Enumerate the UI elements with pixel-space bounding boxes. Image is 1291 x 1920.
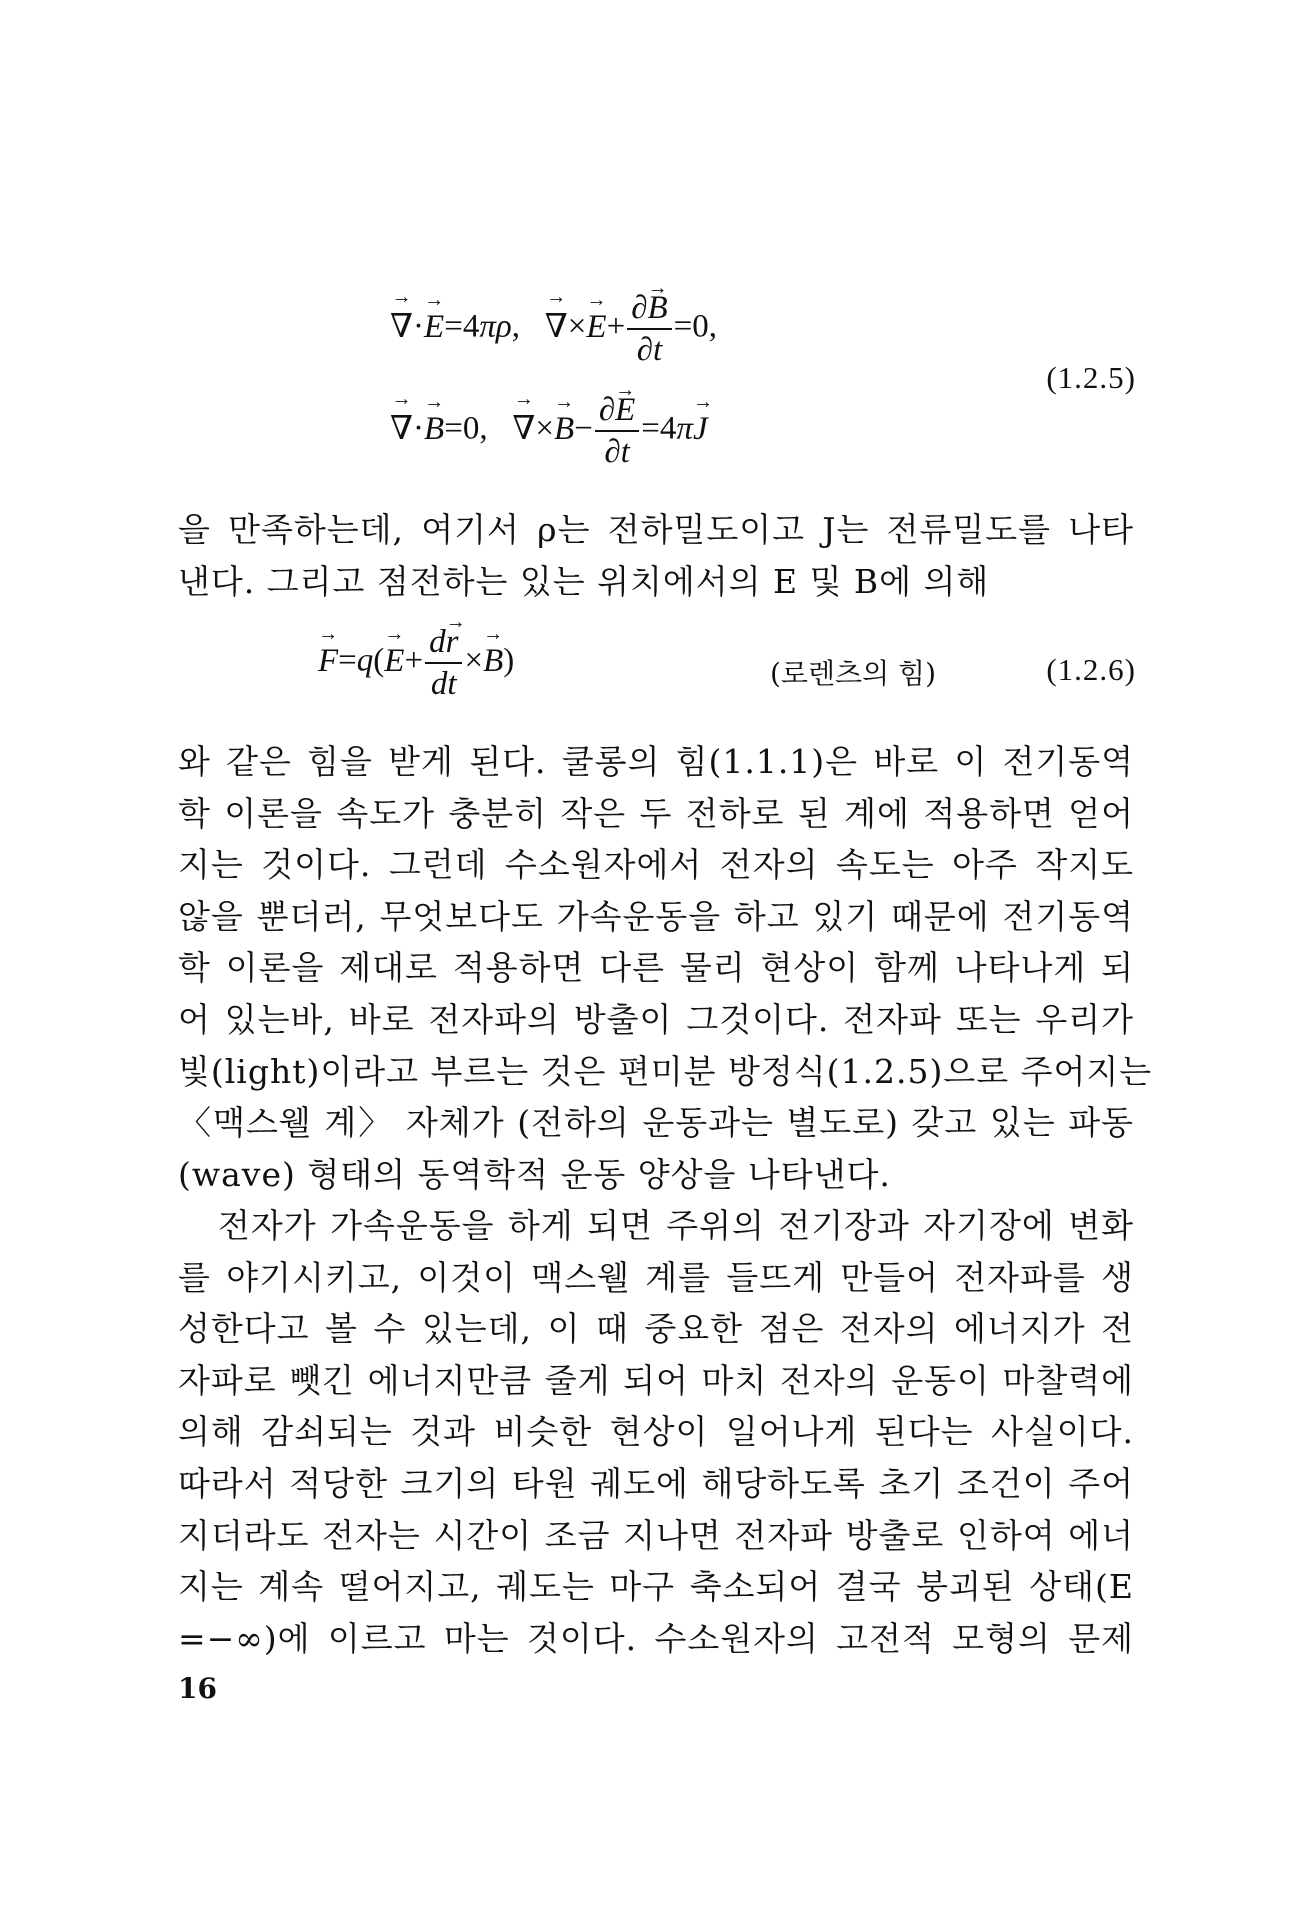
page-number: 16 (178, 1672, 217, 1705)
paragraph-2 (178, 736, 1153, 1200)
text-line: (wave) 형태의 동역학적 운동 양상을 나타낸다. (178, 1154, 891, 1194)
text-line: 따라서 적당한 크기의 타원 궤도에 해당하도록 초기 조건이 주어 (178, 1463, 1134, 1503)
equation-1-2-5-row2: → ∇·→ B=0, → ∇×→ B− $\frac{\partial\to E}{\partial t}$ =4π→ J (390, 390, 708, 472)
text-line: 않을 뿐더러, 무엇보다도 가속운동을 하고 있기 때문에 전기동역 (178, 896, 1134, 936)
equation-1-2-6: → F=q(→ E+ $\frac{d\to r}{dt}$ ×→ B) (318, 622, 514, 704)
text-line: 어 있는바, 바로 전자파의 방출이 그것이다. 전자파 또는 우리가 (178, 999, 1134, 1039)
text-line: 자파로 뺏긴 에너지만큼 줄게 되어 마치 전자의 운동이 마찰력에 (178, 1360, 1134, 1400)
equation-1-2-5-row1: → ∇·→ E=4πρ, → ∇×→ E+ $\frac{\partial\to B}{\partial t}$ =0, (390, 288, 717, 370)
text-line: 성한다고 볼 수 있는데, 이 때 중요한 점은 전자의 에너지가 전 (178, 1309, 1134, 1349)
text-line: 지는 계속 떨어지고, 궤도는 마구 축소되어 결국 붕괴된 상태(E (178, 1567, 1134, 1607)
paragraph-1 (178, 504, 1134, 607)
paragraph-3 (178, 1200, 1134, 1664)
text-line: 의해 감쇠되는 것과 비슷한 현상이 일어나게 된다는 사실이다. (178, 1412, 1134, 1452)
text-line: 〈맥스웰 계〉 자체가 (전하의 운동과는 별도로) 갖고 있는 파동 (178, 1103, 1134, 1143)
text-line: 학 이론을 제대로 적용하면 다른 물리 현상이 함께 나타나게 되 (178, 948, 1134, 988)
text-line: 지는 것이다. 그런데 수소원자에서 전자의 속도는 아주 작지도 (178, 845, 1134, 885)
text-line: 를 야기시키고, 이것이 맥스웰 계를 들뜨게 만들어 전자파를 생 (178, 1257, 1134, 1297)
text-line: =−∞)에 이르고 마는 것이다. 수소원자의 고전적 모형의 문제 (178, 1618, 1134, 1658)
text-line: 을 만족하는데, 여기서 ρ는 전하밀도이고 J는 전류밀도를 나타 (178, 510, 1134, 549)
text-line: 학 이론을 속도가 충분히 작은 두 전하로 된 계에 적용하면 얻어 (178, 793, 1134, 833)
text-line: 낸다. 그리고 점전하는 있는 위치에서의 E 및 B에 의해 (178, 561, 990, 601)
text-line: 지더라도 전자는 시간이 조금 지나면 전자파 방출로 인하여 에너 (178, 1515, 1134, 1555)
text-line: 전자가 가속운동을 하게 되면 주위의 전기장과 자기장에 변화 (218, 1206, 1134, 1245)
lorentz-force-note: (로렌츠의 힘) (770, 657, 936, 690)
text-line: 와 같은 힘을 받게 된다. 쿨롱의 힘(1.1.1)은 바로 이 전기동역 (178, 742, 1134, 781)
equation-number-1-2-5: (1.2.5) (1046, 360, 1136, 395)
text-line: 빛(light)이라고 부르는 것은 편미분 방정식(1.2.5)으로 주어지는 (178, 1051, 1153, 1091)
equation-number-1-2-6: (1.2.6) (1046, 652, 1136, 687)
